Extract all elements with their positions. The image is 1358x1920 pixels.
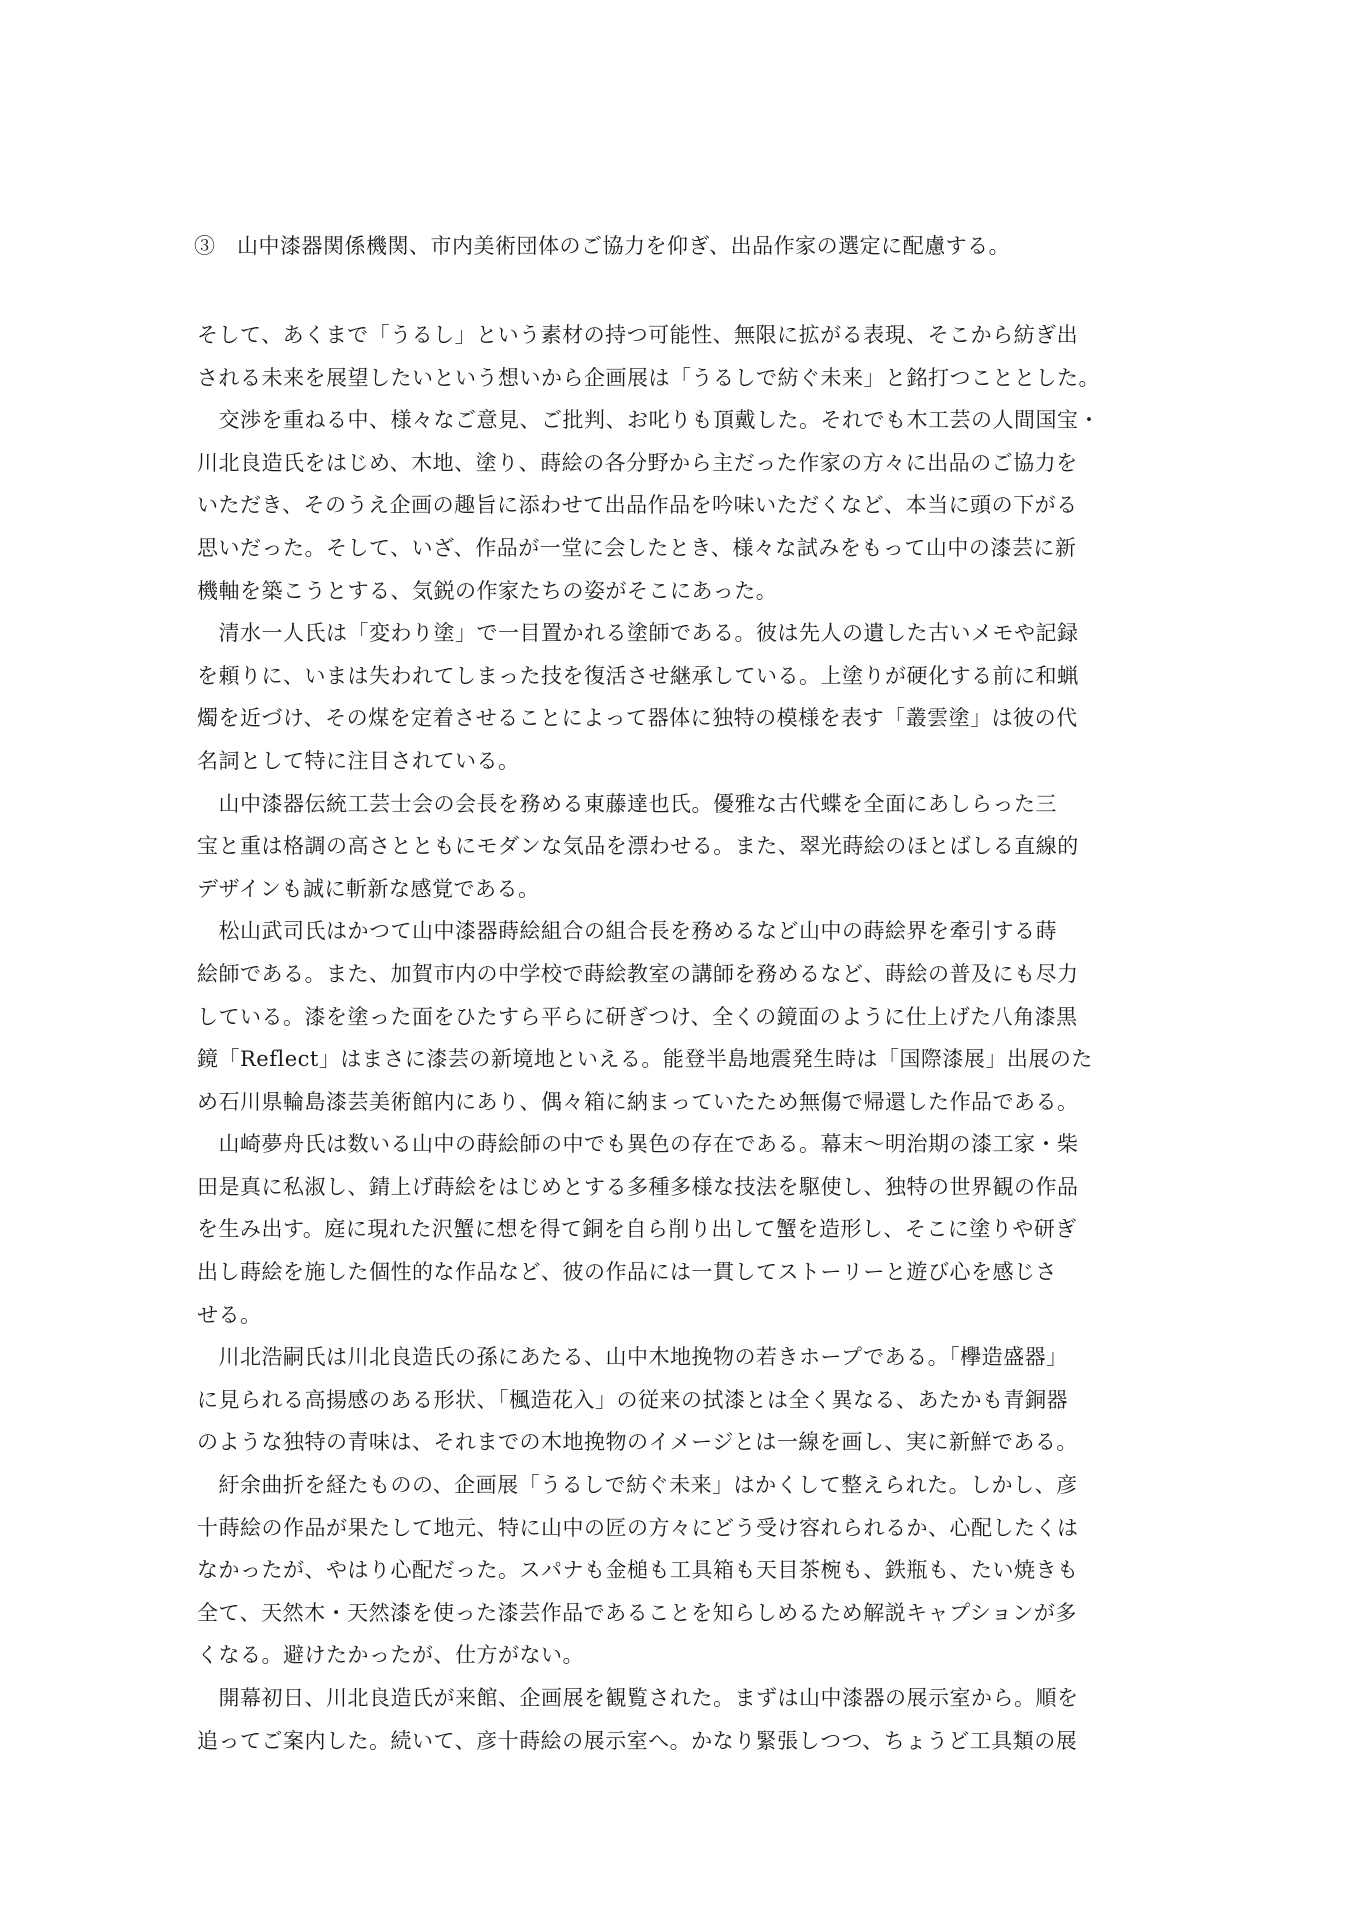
text-line: デザインも誠に斬新な感覚である。	[197, 876, 540, 901]
text-line: 鏡「Reflect」はまさに漆芸の新境地といえる。能登半島地震発生時は「国際漆展」出展のた	[197, 1047, 1093, 1072]
text-line: 燭を近づけ、その煤を定着させることによって器体に独特の模様を表す「叢雲塗」は彼の代	[197, 706, 1078, 731]
text-line: 宝と重は格調の高さとともにモダンな気品を漂わせる。また、翠光蒔絵のほとばしる直線的	[197, 834, 1079, 859]
text-line: 十蒔絵の作品が果たして地元、特に山中の匠の方々にどう受け容れられるか、心配したくは	[197, 1515, 1079, 1540]
text-line: している。漆を塗った面をひたすら平らに研ぎつけ、全くの鏡面のように仕上げた八角漆黒	[197, 1004, 1078, 1029]
text-line: 山崎夢舟氏は数いる山中の蒔絵師の中でも異色の存在である。幕末〜明治期の漆工家・柴	[197, 1132, 1079, 1157]
text-line: 絵師である。また、加賀市内の中学校で蒔絵教室の講師を務めるなど、蒔絵の普及にも尽力	[197, 961, 1079, 986]
text-line: を頼りに、いまは失われてしまった技を復活させ継承している。上塗りが硬化する前に和蝋	[197, 663, 1079, 688]
text-line: くなる。避けたかったが、仕方がない。	[197, 1643, 584, 1668]
text-line: め石川県輪島漆芸美術館内にあり、偶々箱に納まっていたため無傷で帰還した作品である。	[197, 1089, 1079, 1114]
text-line: 田是真に私淑し、錆上げ蒔絵をはじめとする多種多様な技法を駆使し、独特の世界観の作品	[197, 1174, 1079, 1199]
text-line: 川北良造氏をはじめ、木地、塗り、蒔絵の各分野から主だった作家の方々に出品のご協力を	[197, 450, 1078, 475]
text-line: に見られる高揚感のある形状、「楓造花入」の従来の拭漆とは全く異なる、あたかも青銅器	[197, 1387, 1068, 1412]
text-line: そして、あくまで「うるし」という素材の持つ可能性、無限に拡がる表現、そこから紡ぎ出	[197, 323, 1079, 347]
text-line: 山中漆器伝統工芸士会の会長を務める東藤達也氏。優雅な古代蝶を全面にあしらった三	[197, 791, 1057, 816]
text-line: される未来を展望したいという想いから企画展は「うるしで紡ぐ未来」と銘打つこととした。	[197, 365, 1100, 390]
text-line: 川北浩嗣氏は川北良造氏の孫にあたる、山中木地挽物の若きホープである。「欅造盛器」	[197, 1345, 1068, 1370]
text-line: 出し蒔絵を施した個性的な作品など、彼の作品には一貫してストーリーと遊び心を感じさ	[197, 1260, 1057, 1285]
body-text	[197, 314, 1187, 1762]
text-line: 思いだった。そして、いざ、作品が一堂に会したとき、様々な試みをもって山中の漆芸に新	[197, 535, 1077, 560]
text-line: 交渉を重ねる中、様々なご意見、ご批判、お叱りも頂戴した。それでも木工芸の人間国宝・	[197, 408, 1100, 433]
text-line: いただき、そのうえ企画の趣旨に添わせて出品作品を吟味いただくなど、本当に頭の下がる	[197, 493, 1078, 518]
text-line: 清水一人氏は「変わり塗」で一目置かれる塗師である。彼は先人の遺した古いメモや記録	[197, 621, 1079, 646]
text-line: 紆余曲折を経たものの、企画展「うるしで紡ぐ未来」はかくして整えられた。しかし、彦	[197, 1473, 1078, 1498]
text-line: なかったが、やはり心配だった。スパナも金槌も工具箱も天目茶椀も、鉄瓶も、たい焼きも	[197, 1558, 1079, 1583]
list-item-3: ③ 山中漆器関係機関、市内美術団体のご協力を仰ぎ、出品作家の選定に配慮する。	[194, 234, 1011, 258]
text-line: 全て、天然木・天然漆を使った漆芸作品であることを知らしめるため解説キャプションが多	[197, 1600, 1077, 1625]
text-line: せる。	[197, 1302, 262, 1327]
text-line: を生み出す。庭に現れた沢蟹に想を得て銅を自ら削り出して蟹を造形し、そこに塗りや研ぎ	[197, 1217, 1077, 1242]
text-line: 機軸を築こうとする、気鋭の作家たちの姿がそこにあった。	[197, 578, 778, 603]
text-line: のような独特の青味は、それまでの木地挽物のイメージとは一線を画し、実に新鮮である。	[197, 1430, 1078, 1455]
text-line: 追ってご案内した。続いて、彦十蒔絵の展示室へ。かなり緊張しつつ、ちょうど工具類の展	[197, 1728, 1078, 1753]
text-line: 名詞として特に注目されている。	[197, 748, 520, 773]
text-line: 松山武司氏はかつて山中漆器蒔絵組合の組合長を務めるなど山中の蒔絵界を牽引する蒔	[197, 919, 1057, 944]
text-line: 開幕初日、川北良造氏が来館、企画展を観覧された。まずは山中漆器の展示室から。順を	[197, 1686, 1079, 1710]
